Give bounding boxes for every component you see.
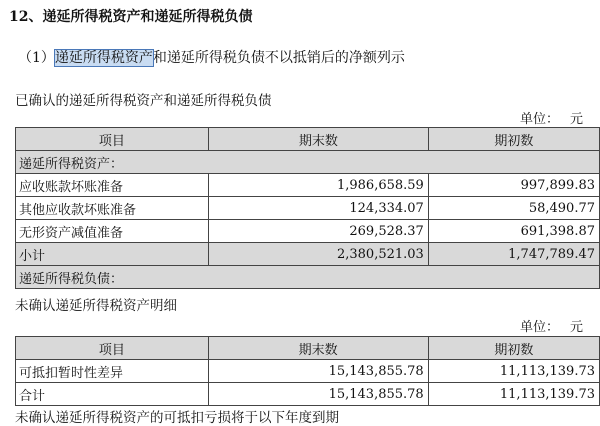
unconfirmed-tax-table <box>15 336 600 406</box>
confirmed-title: 已确认的递延所得税资产和递延所得税负债 <box>15 93 272 109</box>
table-row <box>16 220 600 243</box>
subtotal-begin-balance: 1,747,789.47 <box>428 243 599 266</box>
end-balance-cell: 15,143,855.78 <box>208 360 428 383</box>
unit-value: 元 <box>570 112 584 127</box>
table-row <box>16 360 600 383</box>
section-label-liabilities: 递延所得税负债： <box>16 266 600 289</box>
section-heading: 12、递延所得税资产和递延所得税负债 <box>9 9 253 25</box>
selected-text-highlight[interactable]: 递延所得税资产 <box>54 50 153 66</box>
unit-label: 单位： <box>520 320 560 335</box>
unit-value: 元 <box>570 320 584 335</box>
unit-label-2 <box>520 316 590 335</box>
end-balance-cell: 124,334.07 <box>208 197 428 220</box>
end-balance-cell: 15,143,855.78 <box>208 383 428 406</box>
unconfirmed-title: 未确认递延所得税资产明细 <box>15 298 177 314</box>
header-item: 项目 <box>16 128 209 151</box>
subtotal-row <box>16 243 600 266</box>
subtotal-end-balance: 2,380,521.03 <box>208 243 428 266</box>
header-begin-balance: 期初数 <box>428 128 599 151</box>
deferred-tax-table <box>15 127 600 289</box>
row-label: 其他应收款坏账准备 <box>16 197 209 220</box>
row-label: 无形资产减值准备 <box>16 220 209 243</box>
sub-heading-rest: 和递延所得税负债不以抵销后的净额列示 <box>152 50 405 66</box>
begin-balance-cell: 11,113,139.73 <box>428 383 599 406</box>
row-label: 可抵扣暂时性差异 <box>16 360 209 383</box>
table-header-row <box>16 128 600 151</box>
begin-balance-cell: 11,113,139.73 <box>428 360 599 383</box>
section-row-assets <box>16 151 600 174</box>
begin-balance-cell: 691,398.87 <box>428 220 599 243</box>
section-label-assets: 递延所得税资产： <box>16 151 600 174</box>
end-balance-cell: 269,528.37 <box>208 220 428 243</box>
table-header-row <box>16 337 600 360</box>
section-row-liabilities <box>16 266 600 289</box>
sub-heading <box>18 47 405 67</box>
header-begin-balance: 期初数 <box>428 337 599 360</box>
table-row <box>16 197 600 220</box>
end-balance-cell: 1,986,658.59 <box>208 174 428 197</box>
table-row <box>16 383 600 406</box>
unit-label: 单位： <box>520 112 560 127</box>
unit-label-1 <box>520 108 590 127</box>
row-label: 合计 <box>16 383 209 406</box>
subtotal-label: 小计 <box>16 243 209 266</box>
header-item: 项目 <box>16 337 209 360</box>
footer-partial-text: 未确认递延所得税资产的可抵扣亏损将于以下年度到期 <box>15 410 339 426</box>
sub-heading-prefix: （1） <box>18 50 55 66</box>
table-row <box>16 174 600 197</box>
row-label: 应收账款坏账准备 <box>16 174 209 197</box>
header-end-balance: 期末数 <box>208 128 428 151</box>
header-end-balance: 期末数 <box>208 337 428 360</box>
begin-balance-cell: 997,899.83 <box>428 174 599 197</box>
begin-balance-cell: 58,490.77 <box>428 197 599 220</box>
